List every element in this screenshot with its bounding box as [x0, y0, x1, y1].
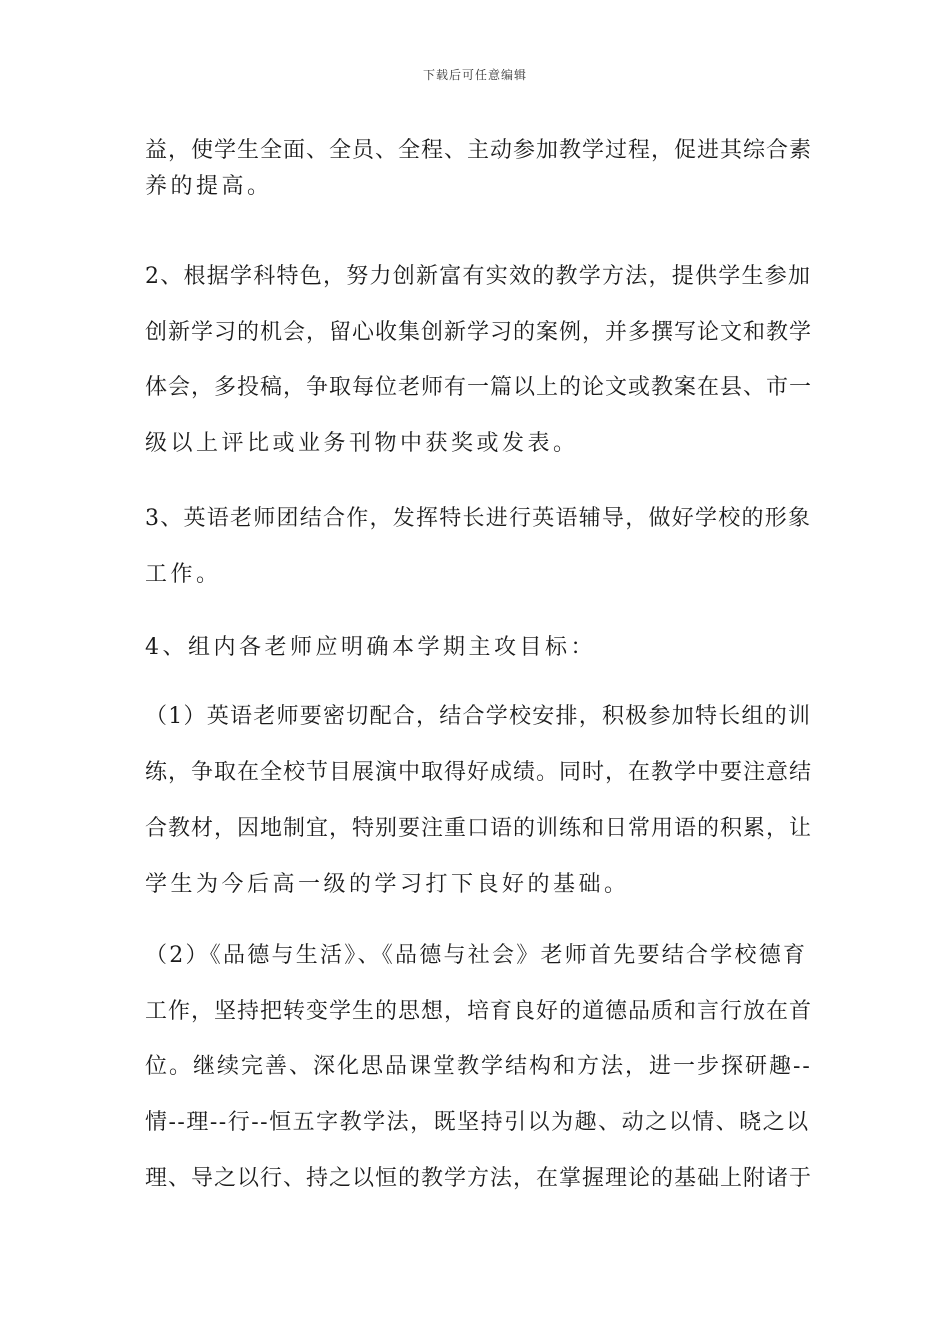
- text-line: 练，争取在全校节目展演中取得好成绩。同时，在教学中要注意结: [145, 760, 813, 785]
- text-line: 位。继续完善、深化思品课堂教学结构和方法，进一步探研趣--: [145, 1054, 812, 1079]
- text-line: 3、英语老师团结合作，发挥特长进行英语辅导，做好学校的形象: [145, 506, 812, 531]
- text-line: 工作。: [145, 562, 222, 587]
- text-line: 体会，多投稿，争取每位老师有一篇以上的论文或教案在县、市一: [145, 375, 813, 400]
- text-line: 工作，坚持把转变学生的思想，培育良好的道德品质和言行放在首: [145, 999, 813, 1024]
- text-line: 4、组内各老师应明确本学期主攻目标：: [145, 635, 596, 660]
- text-line: 学生为今后高一级的学习打下良好的基础。: [145, 872, 630, 897]
- text-line: 创新学习的机会，留心收集创新学习的案例，并多撰写论文和教学: [145, 320, 813, 345]
- text-line: 益，使学生全面、全员、全程、主动参加教学过程，促进其综合素: [145, 138, 813, 163]
- text-line: 养的提高。: [145, 174, 273, 199]
- text-line: 级以上评比或业务刊物中获奖或发表。: [145, 431, 579, 456]
- text-line: 2、根据学科特色，努力创新富有实效的教学方法，提供学生参加: [145, 264, 812, 289]
- text-line: 情--理--行--恒五字教学法，既坚持引以为趣、动之以情、晓之以: [145, 1110, 810, 1135]
- text-line: （1）英语老师要密切配合，结合学校安排，积极参加特长组的训: [145, 704, 812, 729]
- text-line: （2）《品德与生活》、《品德与社会》老师首先要结合学校德育: [145, 943, 808, 968]
- text-line: 理、导之以行、持之以恒的教学方法，在掌握理论的基础上附诸于: [145, 1166, 813, 1191]
- text-line: 合教材，因地制宜，特别要注重口语的训练和日常用语的积累，让: [145, 816, 813, 841]
- page-header: 下载后可任意编辑: [422, 68, 527, 82]
